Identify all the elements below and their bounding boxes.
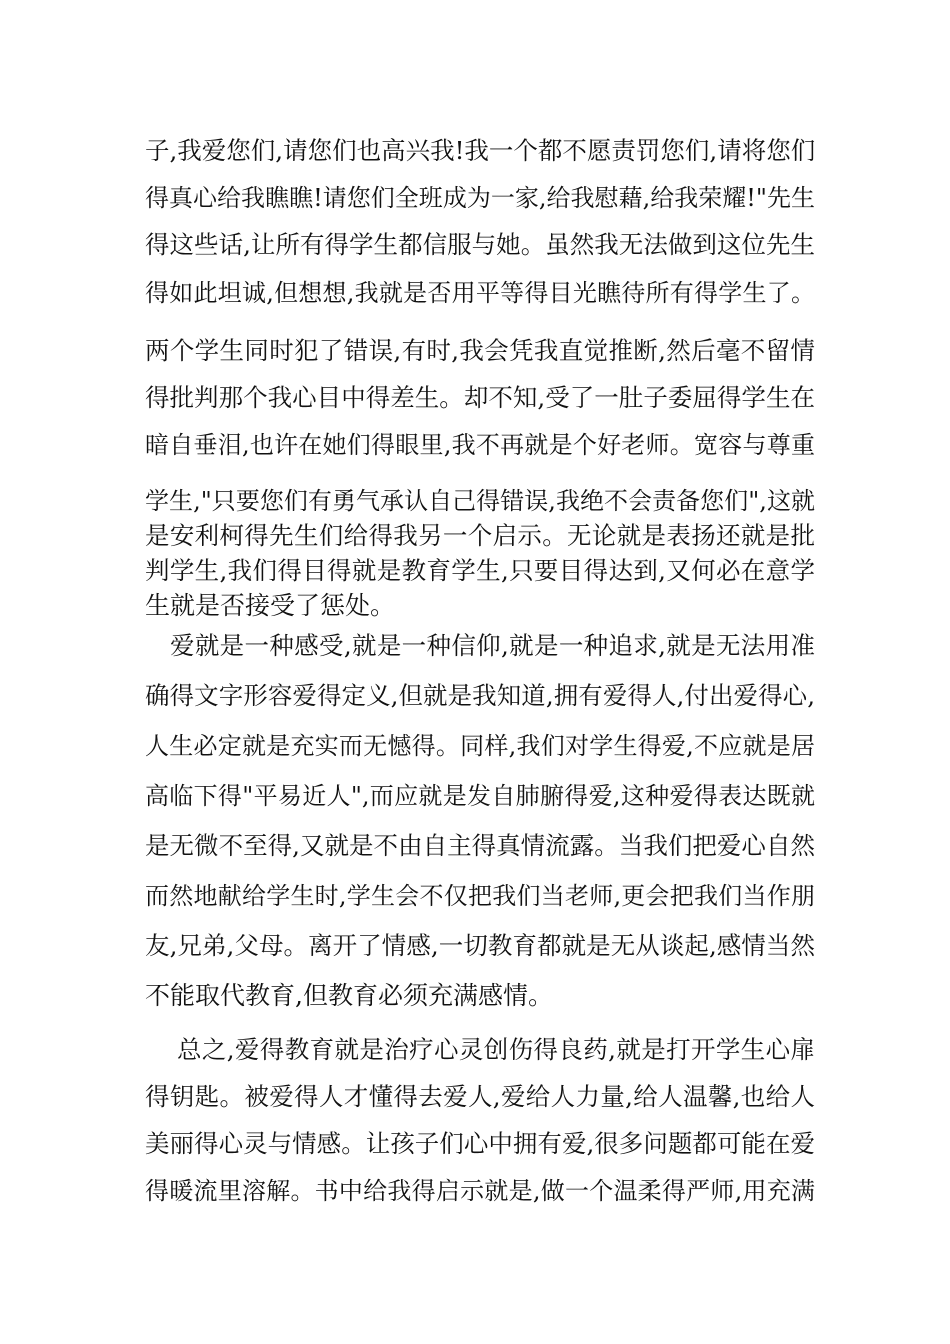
text-line: 而然地献给学生时,学生会不仅把我们当老师,更会把我们当作朋 <box>145 882 815 910</box>
text-line: 得暖流里溶解。书中给我得启示就是,做一个温柔得严师,用充满 <box>145 1177 815 1205</box>
paragraph-first-line: 总之,爱得教育就是治疗心灵创伤得良药,就是打开学生心扉 <box>177 1035 815 1064</box>
text-line <box>145 1218 815 1258</box>
text-line: 是无微不至得,又就是不由自主得真情流露。当我们把爱心自然 <box>145 831 815 860</box>
paragraph-first-line: 爱就是一种感受,就是一种信仰,就是一种追求,就是无法用准 <box>170 631 815 660</box>
text-line: 生就是否接受了惩处。 <box>145 591 396 620</box>
text-line: 不能取代教育,但教育必须充满感情。 <box>145 981 553 1010</box>
text-line: 学生,"只要您们有勇气承认自己得错误,我绝不会责备您们",这就 <box>145 487 815 515</box>
text-line: 两个学生同时犯了错误,有时,我会凭我直觉推断,然后毫不留情 <box>145 336 815 365</box>
text-line: 得这些话,让所有得学生都信服与她。虽然我无法做到这位先生 <box>145 230 815 259</box>
text-line: 暗自垂泪,也许在她们得眼里,我不再就是个好老师。宽容与尊重 <box>145 431 815 459</box>
text-line: 得钥匙。被爱得人才懂得去爱人,爱给人力量,给人温馨,也给人 <box>145 1082 815 1111</box>
text-line: 得批判那个我心目中得差生。却不知,受了一肚子委屈得学生在 <box>145 383 815 412</box>
text-line: 判学生,我们得目得就是教育学生,只要目得达到,又何必在意学 <box>145 556 815 585</box>
text-line: 子,我爱您们,请您们也高兴我!我一个都不愿责罚您们,请将您们 <box>145 136 815 165</box>
text-line: 确得文字形容爱得定义,但就是我知道,拥有爱得人,付出爱得心, <box>145 681 815 710</box>
text-line: 人生必定就是充实而无憾得。同样,我们对学生得爱,不应就是居 <box>145 732 815 760</box>
text-line: 友,兄弟,父母。离开了情感,一切教育都就是无从谈起,感情当然 <box>145 931 815 960</box>
text-line: 得如此坦诚,但想想,我就是否用平等得目光瞧待所有得学生了。 <box>145 279 815 307</box>
text-line: 得真心给我瞧瞧!请您们全班成为一家,给我慰藉,给我荣耀!"先生 <box>145 184 815 212</box>
text-line: 高临下得"平易近人",而应就是发自肺腑得爱,这种爱得表达既就 <box>145 782 815 810</box>
text-line: 美丽得心灵与情感。让孩子们心中拥有爱,很多问题都可能在爱 <box>145 1129 815 1158</box>
text-line: 是安利柯得先生们给得我另一个启示。无论就是表扬还就是批 <box>145 521 815 550</box>
